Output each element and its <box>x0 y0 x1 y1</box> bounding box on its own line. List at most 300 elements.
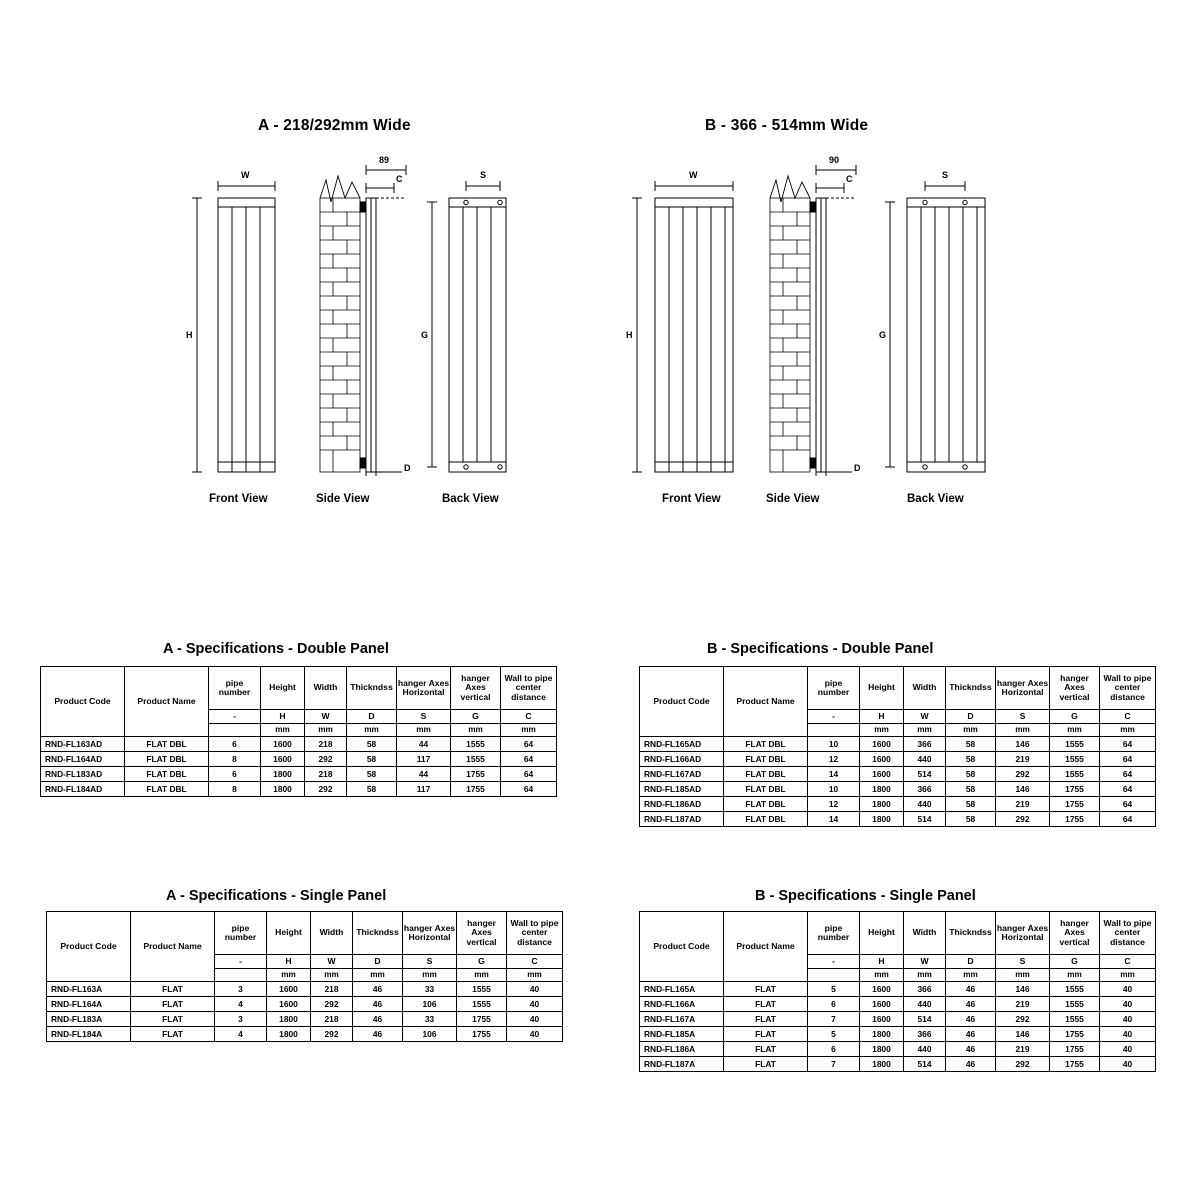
cell-value: 64 <box>1100 767 1156 782</box>
th-wall-to-pipe: Wall to pipe center distance <box>501 667 557 710</box>
cell-value: 366 <box>904 737 946 752</box>
th-width: Width <box>904 912 946 955</box>
cell-value: 58 <box>347 782 397 797</box>
cell-value: 514 <box>904 1057 946 1072</box>
cell-value: 1755 <box>1050 1042 1100 1057</box>
th-unit-s: mm <box>996 969 1050 982</box>
th-unit-c: mm <box>501 724 557 737</box>
th-unit-g: mm <box>451 724 501 737</box>
cell-value: 64 <box>1100 797 1156 812</box>
cell-value: FLAT DBL <box>125 782 209 797</box>
th-sym-g: G <box>1050 710 1100 724</box>
table-row <box>47 982 563 997</box>
th-hanger-horizontal: hanger Axes Horizontal <box>403 912 457 955</box>
th-height: Height <box>267 912 311 955</box>
th-sym-c: C <box>1100 710 1156 724</box>
diagram-b-s-label: S <box>942 170 949 180</box>
diagram-b-w-label: W <box>689 170 698 180</box>
cell-value: 1600 <box>860 752 904 767</box>
cell-value: 4 <box>215 1027 267 1042</box>
cell-value: 1800 <box>860 1027 904 1042</box>
cell-value: 58 <box>347 737 397 752</box>
cell-value: 40 <box>1100 997 1156 1012</box>
cell-value: 218 <box>305 737 347 752</box>
th-product-name: Product Name <box>724 667 808 737</box>
th-height: Height <box>860 667 904 710</box>
cell-value: 8 <box>209 752 261 767</box>
cell-product-code: RND-FL164A <box>47 997 131 1012</box>
cell-value: 1555 <box>1050 997 1100 1012</box>
diagram-a-d-label: D <box>404 463 411 473</box>
cell-value: FLAT DBL <box>125 767 209 782</box>
cell-value: 1600 <box>860 997 904 1012</box>
cell-value: 1600 <box>261 752 305 767</box>
cell-value: 1800 <box>261 782 305 797</box>
th-hanger-horizontal: hanger Axes Horizontal <box>397 667 451 710</box>
th-pipe-number: pipe number <box>808 912 860 955</box>
cell-product-code: RND-FL163A <box>47 982 131 997</box>
th-sym-dash: - <box>808 710 860 724</box>
cell-value: 292 <box>996 812 1050 827</box>
cell-value: 1800 <box>860 1057 904 1072</box>
diagram-b-g-label: G <box>879 330 887 340</box>
th-thickness: Thickndss <box>946 667 996 710</box>
cell-value: 6 <box>209 767 261 782</box>
cell-value: 10 <box>808 782 860 797</box>
diagram-a-h-label: H <box>186 330 193 340</box>
th-sym-d: D <box>347 710 397 724</box>
th-unit-g: mm <box>1050 969 1100 982</box>
table-row <box>640 1027 1156 1042</box>
cell-value: 12 <box>808 752 860 767</box>
th-product-code: Product Code <box>41 667 125 737</box>
cell-value: 1755 <box>1050 812 1100 827</box>
cell-product-code: RND-FL187A <box>640 1057 724 1072</box>
cell-value: 1800 <box>860 812 904 827</box>
cell-value: 292 <box>996 1057 1050 1072</box>
cell-value: 64 <box>501 752 557 767</box>
th-thickness: Thickndss <box>347 667 397 710</box>
cell-value: 10 <box>808 737 860 752</box>
cell-value: 6 <box>808 997 860 1012</box>
cell-value: 58 <box>347 767 397 782</box>
cell-value: 1555 <box>451 752 501 767</box>
cell-value: FLAT DBL <box>724 797 808 812</box>
cell-value: FLAT <box>724 997 808 1012</box>
cell-value: 58 <box>946 752 996 767</box>
cell-value: 219 <box>996 997 1050 1012</box>
table-row <box>41 737 557 752</box>
th-sym-g: G <box>457 955 507 969</box>
th-thickness: Thickndss <box>353 912 403 955</box>
table-b-single-title: B - Specifications - Single Panel <box>755 888 976 904</box>
diagram-a-c-label: C <box>396 174 403 184</box>
cell-product-code: RND-FL187AD <box>640 812 724 827</box>
cell-value: 1555 <box>457 982 507 997</box>
cell-value: 514 <box>904 1012 946 1027</box>
th-product-name: Product Name <box>724 912 808 982</box>
cell-product-code: RND-FL167AD <box>640 767 724 782</box>
diagram-a-side-view-label: Side View <box>316 493 370 505</box>
cell-value: 46 <box>353 982 403 997</box>
cell-value: 44 <box>397 737 451 752</box>
cell-value: 46 <box>946 1027 996 1042</box>
cell-value: FLAT DBL <box>724 767 808 782</box>
th-sym-w: W <box>305 710 347 724</box>
cell-product-code: RND-FL186A <box>640 1042 724 1057</box>
cell-value: 46 <box>353 997 403 1012</box>
table-row <box>640 767 1156 782</box>
cell-value: 33 <box>403 982 457 997</box>
th-hanger-vertical: hanger Axes vertical <box>457 912 507 955</box>
table-a-single-title: A - Specifications - Single Panel <box>166 888 387 904</box>
diagram-a-top-dim-89: 89 <box>379 155 390 165</box>
cell-value: 1800 <box>860 1042 904 1057</box>
th-unit-h: mm <box>267 969 311 982</box>
th-unit-d: mm <box>946 969 996 982</box>
diagram-a-front-view-label: Front View <box>209 493 268 505</box>
th-unit-d: mm <box>353 969 403 982</box>
th-sym-h: H <box>267 955 311 969</box>
cell-value: 1800 <box>860 797 904 812</box>
cell-value: 6 <box>808 1042 860 1057</box>
cell-value: 1800 <box>261 767 305 782</box>
th-unit-w: mm <box>311 969 353 982</box>
cell-value: 40 <box>1100 1042 1156 1057</box>
cell-value: 40 <box>507 997 563 1012</box>
cell-value: 514 <box>904 767 946 782</box>
cell-value: 514 <box>904 812 946 827</box>
cell-product-code: RND-FL184A <box>47 1027 131 1042</box>
table-b-single <box>639 911 1156 1072</box>
cell-value: 1555 <box>457 997 507 1012</box>
cell-value: 5 <box>808 1027 860 1042</box>
table-b-double-title: B - Specifications - Double Panel <box>707 641 934 657</box>
cell-value: 117 <box>397 782 451 797</box>
th-unit <box>209 724 261 737</box>
cell-value: 146 <box>996 982 1050 997</box>
cell-value: 1555 <box>1050 737 1100 752</box>
cell-value: 292 <box>996 1012 1050 1027</box>
cell-value: FLAT DBL <box>724 782 808 797</box>
th-thickness: Thickndss <box>946 912 996 955</box>
cell-value: 40 <box>1100 982 1156 997</box>
cell-product-code: RND-FL184AD <box>41 782 125 797</box>
cell-value: 1600 <box>860 767 904 782</box>
cell-value: 58 <box>946 797 996 812</box>
th-sym-h: H <box>860 710 904 724</box>
cell-value: 64 <box>501 737 557 752</box>
th-sym-h: H <box>860 955 904 969</box>
th-unit-w: mm <box>904 724 946 737</box>
cell-value: 40 <box>1100 1027 1156 1042</box>
table-row <box>640 982 1156 997</box>
cell-value: FLAT <box>724 1012 808 1027</box>
table-a-double <box>40 666 557 797</box>
cell-value: 146 <box>996 782 1050 797</box>
diagram-a-drawings <box>170 150 570 520</box>
th-sym-w: W <box>904 710 946 724</box>
cell-value: 64 <box>1100 812 1156 827</box>
cell-value: 40 <box>1100 1057 1156 1072</box>
cell-value: 8 <box>209 782 261 797</box>
th-product-code: Product Code <box>47 912 131 982</box>
cell-value: 1800 <box>267 1012 311 1027</box>
cell-value: FLAT <box>724 1057 808 1072</box>
th-pipe-number: pipe number <box>209 667 261 710</box>
cell-value: 1600 <box>860 982 904 997</box>
diagram-b-back-view-label: Back View <box>907 493 964 505</box>
th-hanger-vertical: hanger Axes vertical <box>451 667 501 710</box>
diagram-b-side-view-label: Side View <box>766 493 820 505</box>
diagram-a-g-label: G <box>421 330 429 340</box>
cell-value: 1600 <box>267 982 311 997</box>
cell-product-code: RND-FL185A <box>640 1027 724 1042</box>
cell-value: 33 <box>403 1012 457 1027</box>
th-sym-g: G <box>451 710 501 724</box>
table-row <box>41 782 557 797</box>
th-pipe-number: pipe number <box>808 667 860 710</box>
table-a-double-title: A - Specifications - Double Panel <box>163 641 389 657</box>
cell-value: FLAT DBL <box>724 737 808 752</box>
table-row <box>640 782 1156 797</box>
table-row <box>640 1012 1156 1027</box>
table-row <box>640 797 1156 812</box>
cell-value: 7 <box>808 1057 860 1072</box>
cell-value: 292 <box>996 767 1050 782</box>
th-sym-dash: - <box>209 710 261 724</box>
table-row <box>640 997 1156 1012</box>
cell-value: 64 <box>501 782 557 797</box>
th-sym-d: D <box>353 955 403 969</box>
cell-value: FLAT <box>131 997 215 1012</box>
cell-value: FLAT DBL <box>724 812 808 827</box>
th-sym-c: C <box>507 955 563 969</box>
table-row <box>41 767 557 782</box>
cell-product-code: RND-FL185AD <box>640 782 724 797</box>
cell-value: 3 <box>215 1012 267 1027</box>
cell-value: 1755 <box>1050 1057 1100 1072</box>
cell-product-code: RND-FL167A <box>640 1012 724 1027</box>
th-product-code: Product Code <box>640 912 724 982</box>
cell-value: 40 <box>507 1012 563 1027</box>
cell-value: 1600 <box>267 997 311 1012</box>
cell-value: 219 <box>996 752 1050 767</box>
cell-value: 46 <box>353 1027 403 1042</box>
cell-value: 218 <box>311 982 353 997</box>
cell-value: 64 <box>1100 752 1156 767</box>
cell-value: 366 <box>904 982 946 997</box>
th-product-name: Product Name <box>125 667 209 737</box>
th-unit-c: mm <box>1100 969 1156 982</box>
th-wall-to-pipe: Wall to pipe center distance <box>1100 667 1156 710</box>
cell-product-code: RND-FL166A <box>640 997 724 1012</box>
th-sym-d: D <box>946 710 996 724</box>
cell-value: 46 <box>946 997 996 1012</box>
table-row <box>47 1012 563 1027</box>
diagram-b-front-view-label: Front View <box>662 493 721 505</box>
table-row <box>640 812 1156 827</box>
cell-value: 44 <box>397 767 451 782</box>
cell-value: 219 <box>996 797 1050 812</box>
table-row <box>640 1042 1156 1057</box>
cell-value: 7 <box>808 1012 860 1027</box>
cell-value: 40 <box>507 1027 563 1042</box>
cell-value: 1800 <box>267 1027 311 1042</box>
cell-value: FLAT DBL <box>125 752 209 767</box>
diagram-b-top-dim-90: 90 <box>829 155 840 165</box>
th-unit-d: mm <box>347 724 397 737</box>
cell-value: 12 <box>808 797 860 812</box>
cell-value: 14 <box>808 767 860 782</box>
th-width: Width <box>904 667 946 710</box>
th-height: Height <box>860 912 904 955</box>
cell-value: 219 <box>996 1042 1050 1057</box>
th-unit-s: mm <box>996 724 1050 737</box>
cell-product-code: RND-FL165A <box>640 982 724 997</box>
cell-value: 117 <box>397 752 451 767</box>
cell-value: 64 <box>1100 782 1156 797</box>
th-unit <box>215 969 267 982</box>
th-unit-h: mm <box>860 969 904 982</box>
cell-value: 1555 <box>1050 1012 1100 1027</box>
th-sym-w: W <box>311 955 353 969</box>
cell-value: FLAT <box>131 982 215 997</box>
cell-value: 440 <box>904 1042 946 1057</box>
cell-value: FLAT <box>724 982 808 997</box>
table-row <box>640 752 1156 767</box>
cell-value: 1555 <box>1050 752 1100 767</box>
th-height: Height <box>261 667 305 710</box>
cell-value: 40 <box>1100 1012 1156 1027</box>
cell-value: 6 <box>209 737 261 752</box>
cell-value: 4 <box>215 997 267 1012</box>
cell-value: 1555 <box>1050 767 1100 782</box>
th-unit-w: mm <box>904 969 946 982</box>
th-sym-d: D <box>946 955 996 969</box>
cell-value: 366 <box>904 1027 946 1042</box>
cell-value: 1755 <box>1050 782 1100 797</box>
th-hanger-horizontal: hanger Axes Horizontal <box>996 912 1050 955</box>
th-width: Width <box>311 912 353 955</box>
th-unit-s: mm <box>397 724 451 737</box>
th-sym-s: S <box>996 710 1050 724</box>
th-unit-w: mm <box>305 724 347 737</box>
cell-value: 64 <box>1100 737 1156 752</box>
cell-product-code: RND-FL166AD <box>640 752 724 767</box>
th-unit-c: mm <box>1100 724 1156 737</box>
cell-value: FLAT DBL <box>724 752 808 767</box>
cell-value: 3 <box>215 982 267 997</box>
cell-value: FLAT <box>131 1027 215 1042</box>
cell-value: 1755 <box>451 782 501 797</box>
cell-value: 1600 <box>860 1012 904 1027</box>
cell-value: 1755 <box>1050 797 1100 812</box>
table-row <box>640 1057 1156 1072</box>
cell-value: 1555 <box>1050 982 1100 997</box>
cell-value: 218 <box>311 1012 353 1027</box>
diagram-a-title: A - 218/292mm Wide <box>258 117 411 134</box>
cell-value: 14 <box>808 812 860 827</box>
cell-value: 106 <box>403 997 457 1012</box>
cell-product-code: RND-FL164AD <box>41 752 125 767</box>
cell-value: FLAT <box>131 1012 215 1027</box>
th-sym-dash: - <box>215 955 267 969</box>
cell-value: 292 <box>311 1027 353 1042</box>
th-unit-h: mm <box>261 724 305 737</box>
cell-value: 46 <box>946 1042 996 1057</box>
diagram-b-title: B - 366 - 514mm Wide <box>705 117 869 134</box>
cell-value: 58 <box>946 812 996 827</box>
cell-value: 292 <box>305 752 347 767</box>
diagram-a-w-label: W <box>241 170 250 180</box>
cell-value: 58 <box>347 752 397 767</box>
cell-value: 58 <box>946 767 996 782</box>
cell-value: 146 <box>996 737 1050 752</box>
th-hanger-vertical: hanger Axes vertical <box>1050 912 1100 955</box>
th-hanger-vertical: hanger Axes vertical <box>1050 667 1100 710</box>
th-unit-h: mm <box>860 724 904 737</box>
th-unit <box>808 724 860 737</box>
diagram-a-s-label: S <box>480 170 487 180</box>
cell-value: 58 <box>946 782 996 797</box>
cell-value: 64 <box>501 767 557 782</box>
th-width: Width <box>305 667 347 710</box>
th-wall-to-pipe: Wall to pipe center distance <box>1100 912 1156 955</box>
cell-value: 46 <box>946 1012 996 1027</box>
cell-value: 292 <box>305 782 347 797</box>
diagram-a-back-view-label: Back View <box>442 493 499 505</box>
cell-product-code: RND-FL186AD <box>640 797 724 812</box>
cell-value: 1600 <box>261 737 305 752</box>
cell-value: 40 <box>507 982 563 997</box>
cell-value: 1755 <box>451 767 501 782</box>
cell-value: 46 <box>946 982 996 997</box>
th-sym-c: C <box>1100 955 1156 969</box>
th-sym-s: S <box>996 955 1050 969</box>
th-sym-s: S <box>403 955 457 969</box>
th-sym-h: H <box>261 710 305 724</box>
cell-value: 1800 <box>860 782 904 797</box>
th-sym-g: G <box>1050 955 1100 969</box>
th-product-code: Product Code <box>640 667 724 737</box>
th-unit-d: mm <box>946 724 996 737</box>
cell-value: FLAT <box>724 1042 808 1057</box>
cell-product-code: RND-FL183AD <box>41 767 125 782</box>
cell-value: 1755 <box>457 1012 507 1027</box>
cell-value: 440 <box>904 752 946 767</box>
cell-value: 440 <box>904 797 946 812</box>
cell-value: FLAT <box>724 1027 808 1042</box>
table-row <box>47 1027 563 1042</box>
th-pipe-number: pipe number <box>215 912 267 955</box>
cell-value: 5 <box>808 982 860 997</box>
th-sym-w: W <box>904 955 946 969</box>
table-row <box>640 737 1156 752</box>
cell-value: 1755 <box>1050 1027 1100 1042</box>
th-sym-c: C <box>501 710 557 724</box>
cell-product-code: RND-FL163AD <box>41 737 125 752</box>
th-sym-dash: - <box>808 955 860 969</box>
th-unit-g: mm <box>457 969 507 982</box>
cell-value: 58 <box>946 737 996 752</box>
diagram-b-d-label: D <box>854 463 861 473</box>
th-unit-c: mm <box>507 969 563 982</box>
th-unit <box>808 969 860 982</box>
th-wall-to-pipe: Wall to pipe center distance <box>507 912 563 955</box>
th-unit-g: mm <box>1050 724 1100 737</box>
cell-value: 1600 <box>860 737 904 752</box>
